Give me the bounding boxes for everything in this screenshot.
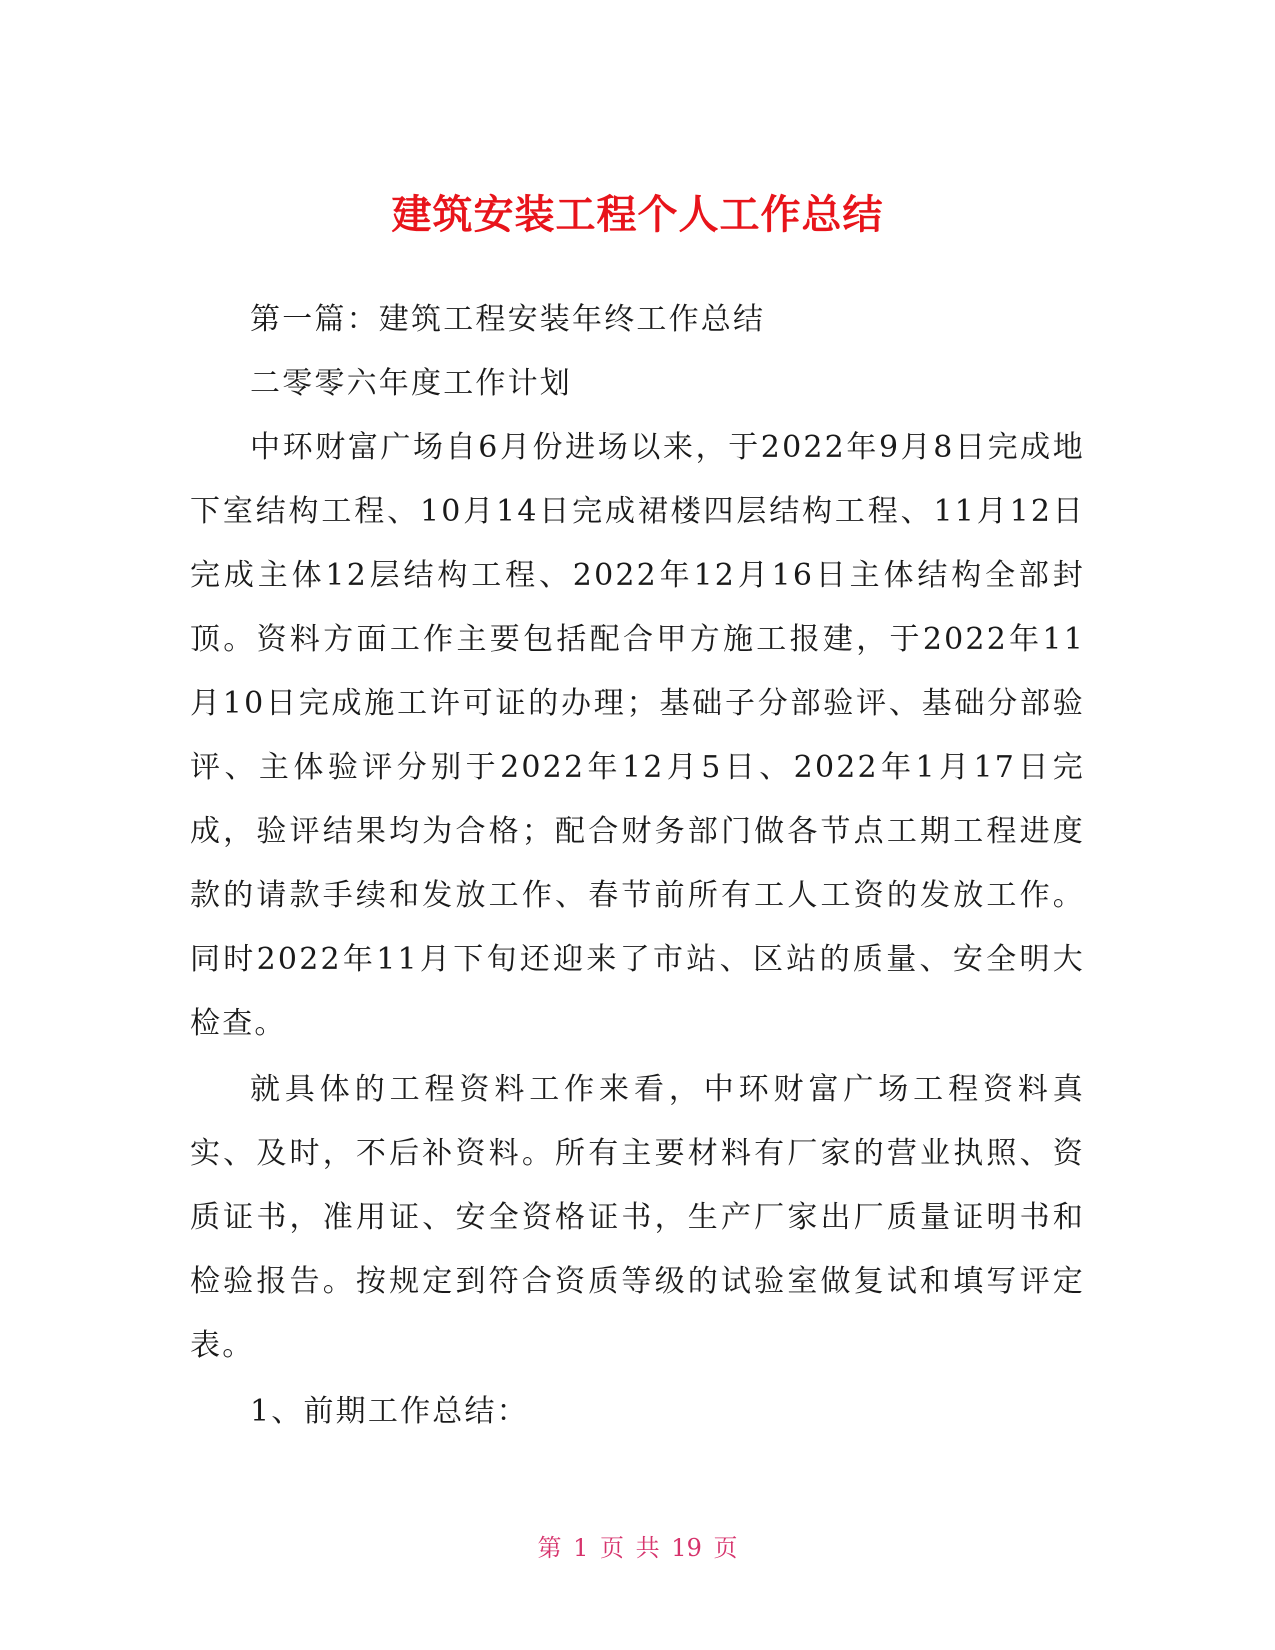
page-number-footer: 第 1 页 共 19 页 xyxy=(537,1534,738,1562)
paragraph-plan-title: 二零零六年度工作计划 xyxy=(250,366,572,401)
paragraph-progress: 中环财富广场自6月份进场以来，于2022年9月8日完成地下室结构工程、10月14日完成裙楼四层结构工程、11月12日完成主体12层结构工程、2022年12月16日主体结构全部封顶。资料方面工作主要包括配合甲方施工报建，于2022年11月10日完成施工许可证的办理；基础子分部验评、基础分部验评、主体验评分别于2022年12月5日、2022年1月17日完成，验评结果均为合格；配合财务部门做各节点工期工程进度款的请款手续和发放工作、春节前所有工人工资的发放工作。同时2022年11月下旬还迎来了市站、区站的质量、安全明大检查。 xyxy=(190,430,1085,1041)
document-title: 建筑安装工程个人工作总结 xyxy=(391,191,884,238)
paragraph-subheading: 1、前期工作总结： xyxy=(250,1394,529,1429)
paragraph-documentation: 就具体的工程资料工作来看，中环财富广场工程资料真实、及时，不后补资料。所有主要材料有厂家的营业执照、资质证书，准用证、安全资格证书，生产厂家出厂质量证明书和检验报告。按规定到符合资质等级的试验室做复试和填写评定表。 xyxy=(190,1072,1085,1363)
document-body xyxy=(190,288,1085,1444)
paragraph-section-heading: 第一篇：建筑工程安装年终工作总结 xyxy=(250,302,766,337)
